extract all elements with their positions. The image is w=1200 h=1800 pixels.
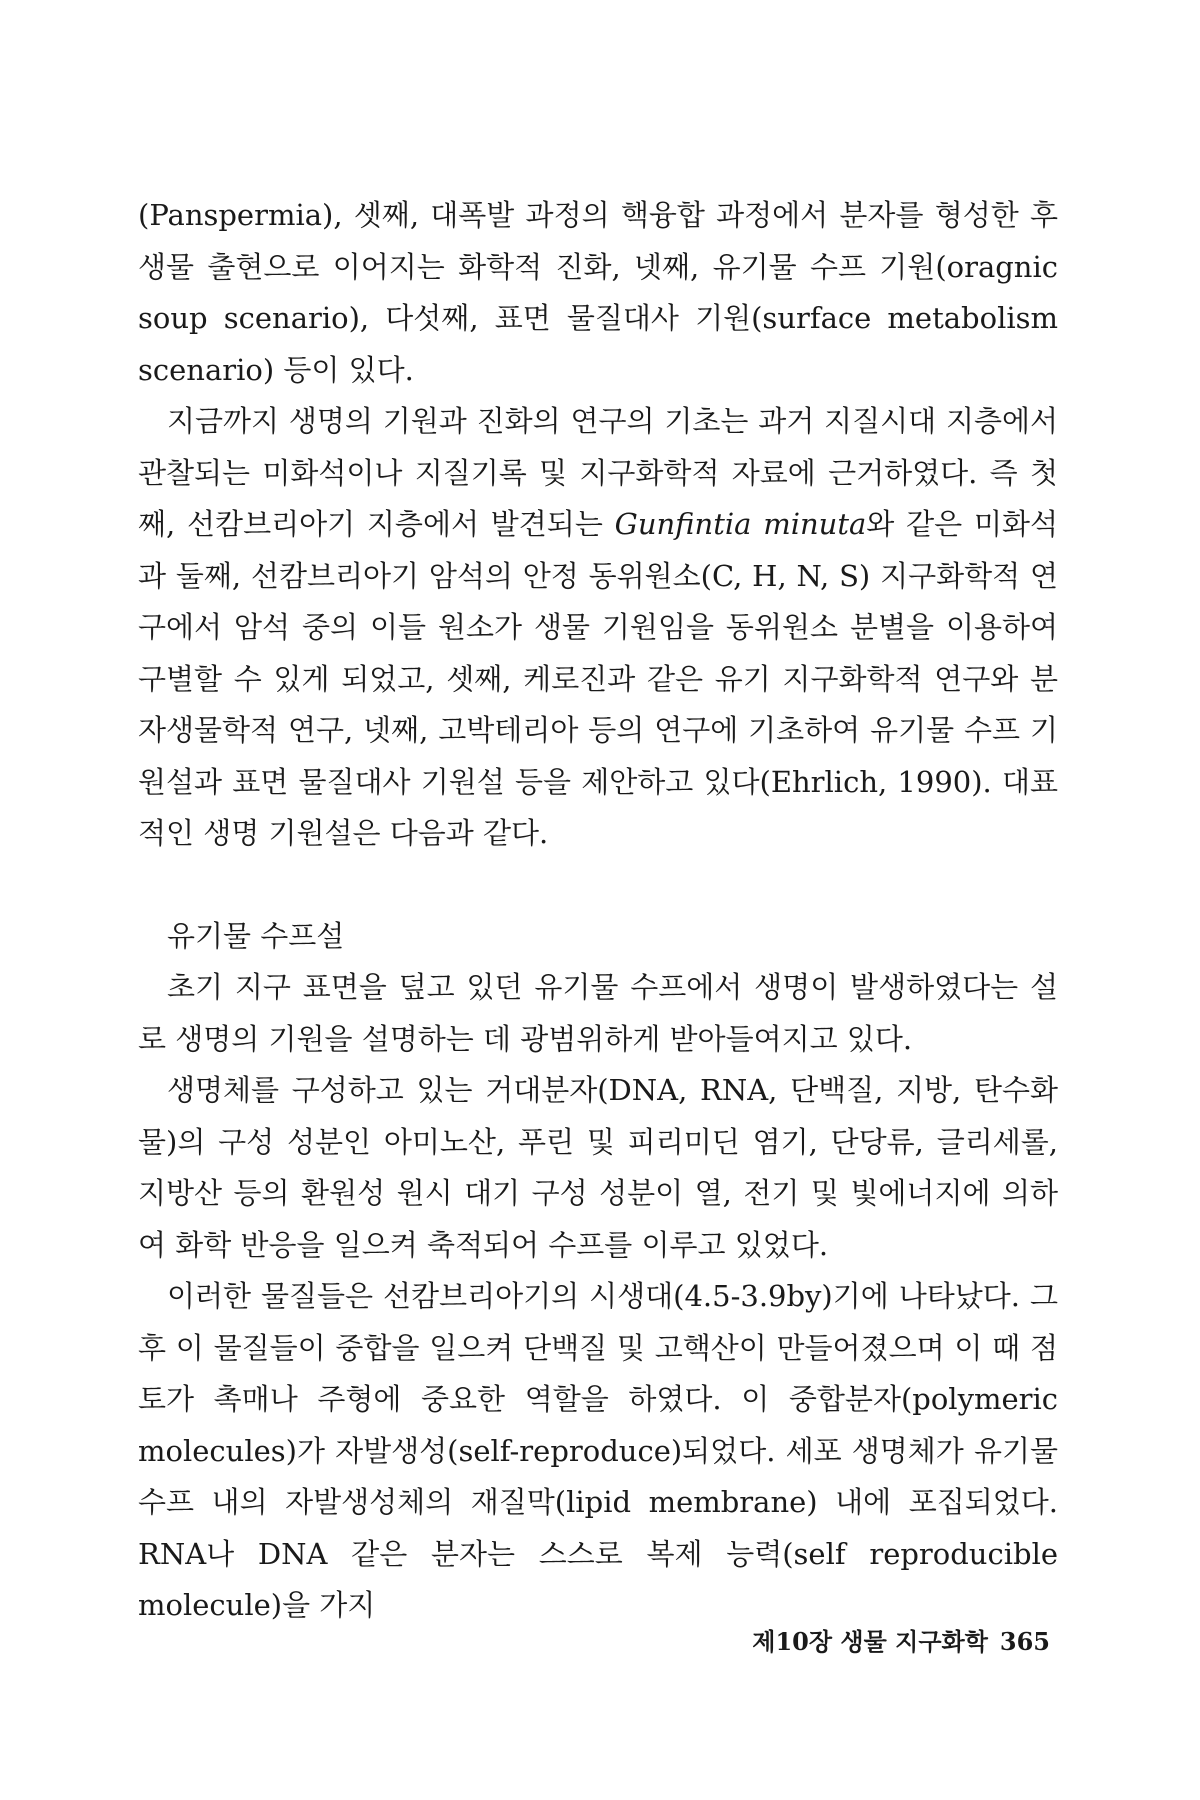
paragraph-macromolecules: 생명체를 구성하고 있는 거대분자(DNA, RNA, 단백질, 지방, 탄수화물)의 구성 성분인 아미노산, 푸린 및 피리미딘 염기, 단당류, 글리세롤, 지방산 등의 환원성 원시 대기 구성 성분이 열, 전기 및 빛에너지에 의하여 화학 반응을 일으켜 축적되어 수프를 이루고 있었다. [138, 1073, 1058, 1262]
section-heading: 유기물 수프설 [167, 918, 345, 953]
body-text [138, 190, 1058, 1632]
paragraph-soup-theory: 초기 지구 표면을 덮고 있던 유기물 수프에서 생명이 발생하였다는 설로 생명의 기원을 설명하는 데 광범위하게 받아들여지고 있다. [138, 970, 1058, 1056]
page-footer [0, 1622, 1050, 1657]
species-name-italic: Gunfintia minuta [614, 507, 867, 541]
paragraph-polymerization: 이러한 물질들은 선캄브리아기의 시생대(4.5-3.9by)기에 나타났다. 그 후 이 물질들이 중합을 일으켜 단백질 및 고핵산이 만들어졌으며 이 때 점토가 촉매나 주형에 중요한 역할을 하였다. 이 중합분자(polymeric molecules)가 자발생성(self-reproduce)되었다. 세포 생명체가 유기물 수프 내의 자발생성체의 재질막(lipid membrane) 내에 포집되었다. RNA나 DNA 같은 분자는 스스로 복제 능력(self reproducible molecule)을 가지 [138, 1279, 1058, 1622]
paragraph-research-basis [138, 396, 1058, 860]
paragraph-research-basis-part1: 지금까지 생명의 기원과 진화의 연구의 기초는 과거 지질시대 지층에서 관찰되는 미화석이나 지질기록 및 지구화학적 자료에 근거하였다. 즉 첫째, 선캄브리아기 지층에서 발견되는 [138, 404, 1058, 541]
paragraph-origin-list: (Panspermia), 셋째, 대폭발 과정의 핵융합 과정에서 분자를 형성한 후 생물 출현으로 이어지는 화학적 진화, 넷째, 유기물 수프 기원(oragnic soup scenario), 다섯째, 표면 물질대사 기원(surface metabolism scenario) 등이 있다. [138, 198, 1058, 387]
page-number: 365 [999, 1627, 1050, 1656]
paragraph-research-basis-part2: 와 같은 미화석과 둘째, 선캄브리아기 암석의 안정 동위원소(C, H, N, S) 지구화학적 연구에서 암석 중의 이들 원소가 생물 기원임을 동위원소 분별을 이용하여 구별할 수 있게 되었고, 셋째, 케로진과 같은 유기 지구화학적 연구와 분자생물학적 연구, 넷째, 고박테리아 등의 연구에 기초하여 유기물 수프 기원설과 표면 물질대사 기원설 등을 제안하고 있다(Ehrlich, 1990). 대표적인 생명 기원설은 다음과 같다. [138, 507, 1058, 850]
chapter-title: 제10장 생물 지구화학 [752, 1627, 988, 1656]
